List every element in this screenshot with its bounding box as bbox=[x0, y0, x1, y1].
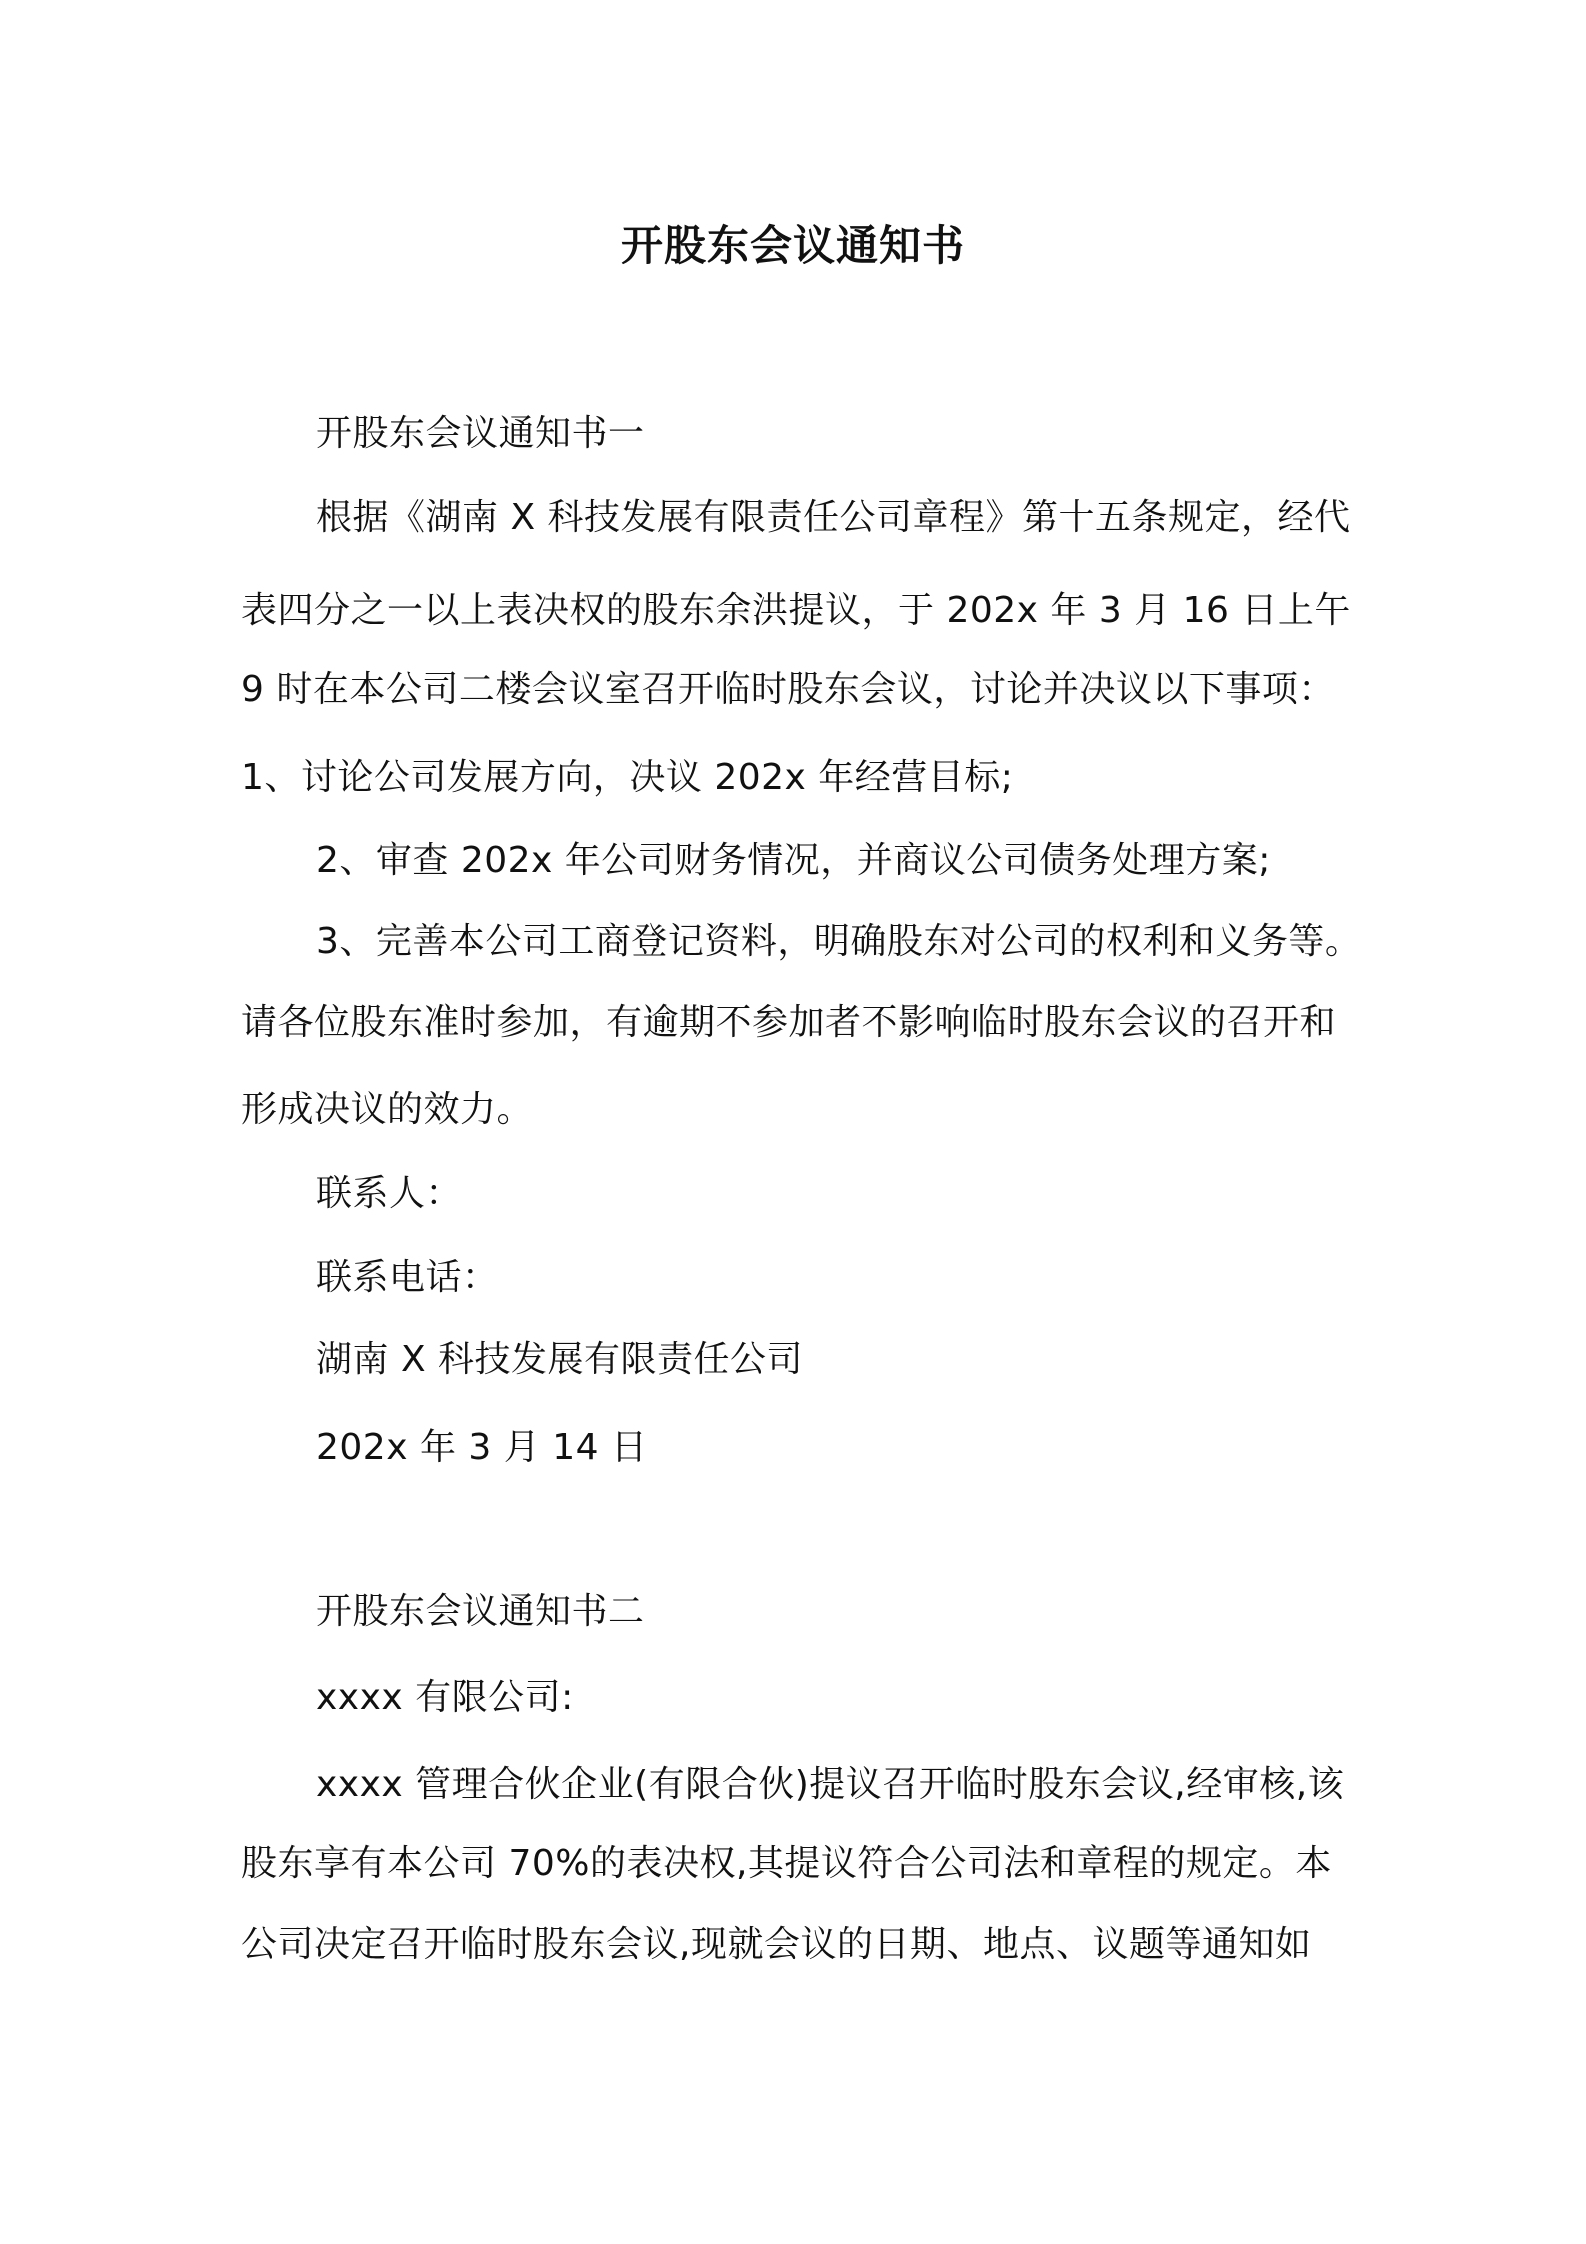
section2-para1-line3: 公司决定召开临时股东会议,现就会议的日期、地点、议题等通知如 bbox=[241, 1924, 1312, 1965]
notice-date: 202x 年 3 月 14 日 bbox=[316, 1427, 648, 1468]
contact-person: 联系人： bbox=[316, 1173, 463, 1214]
company-signature: 湖南 X 科技发展有限责任公司 bbox=[316, 1339, 804, 1380]
section1-heading: 开股东会议通知书一 bbox=[316, 413, 645, 454]
section2-para1-line1: xxxx 管理合伙企业(有限合伙)提议召开临时股东会议,经审核,该 bbox=[316, 1764, 1345, 1805]
contact-phone: 联系电话： bbox=[316, 1257, 499, 1298]
section1-para2-line1: 请各位股东准时参加，有逾期不参加者不影响临时股东会议的召开和 bbox=[241, 1002, 1337, 1043]
section2-para1-line2: 股东享有本公司 70%的表决权,其提议符合公司法和章程的规定。本 bbox=[241, 1843, 1332, 1884]
section1-para1-line1: 根据《湖南 X 科技发展有限责任公司章程》第十五条规定，经代 bbox=[316, 497, 1351, 538]
section2-heading: 开股东会议通知书二 bbox=[316, 1591, 645, 1632]
section1-item-3: 3、完善本公司工商登记资料，明确股东对公司的权利和义务等。 bbox=[316, 921, 1362, 962]
section1-para1-line3: 9 时在本公司二楼会议室召开临时股东会议，讨论并决议以下事项： bbox=[241, 669, 1335, 710]
section1-item-2: 2、审查 202x 年公司财务情况，并商议公司债务处理方案; bbox=[316, 840, 1271, 881]
section1-item-1: 1、讨论公司发展方向，决议 202x 年经营目标; bbox=[241, 757, 1014, 798]
document-title: 开股东会议通知书 bbox=[620, 221, 965, 270]
section1-para2-line2: 形成决议的效力。 bbox=[241, 1089, 534, 1130]
section1-para1-line2: 表四分之一以上表决权的股东余洪提议，于 202x 年 3 月 16 日上午 bbox=[241, 590, 1351, 631]
section2-salutation: xxxx 有限公司: bbox=[316, 1677, 574, 1718]
